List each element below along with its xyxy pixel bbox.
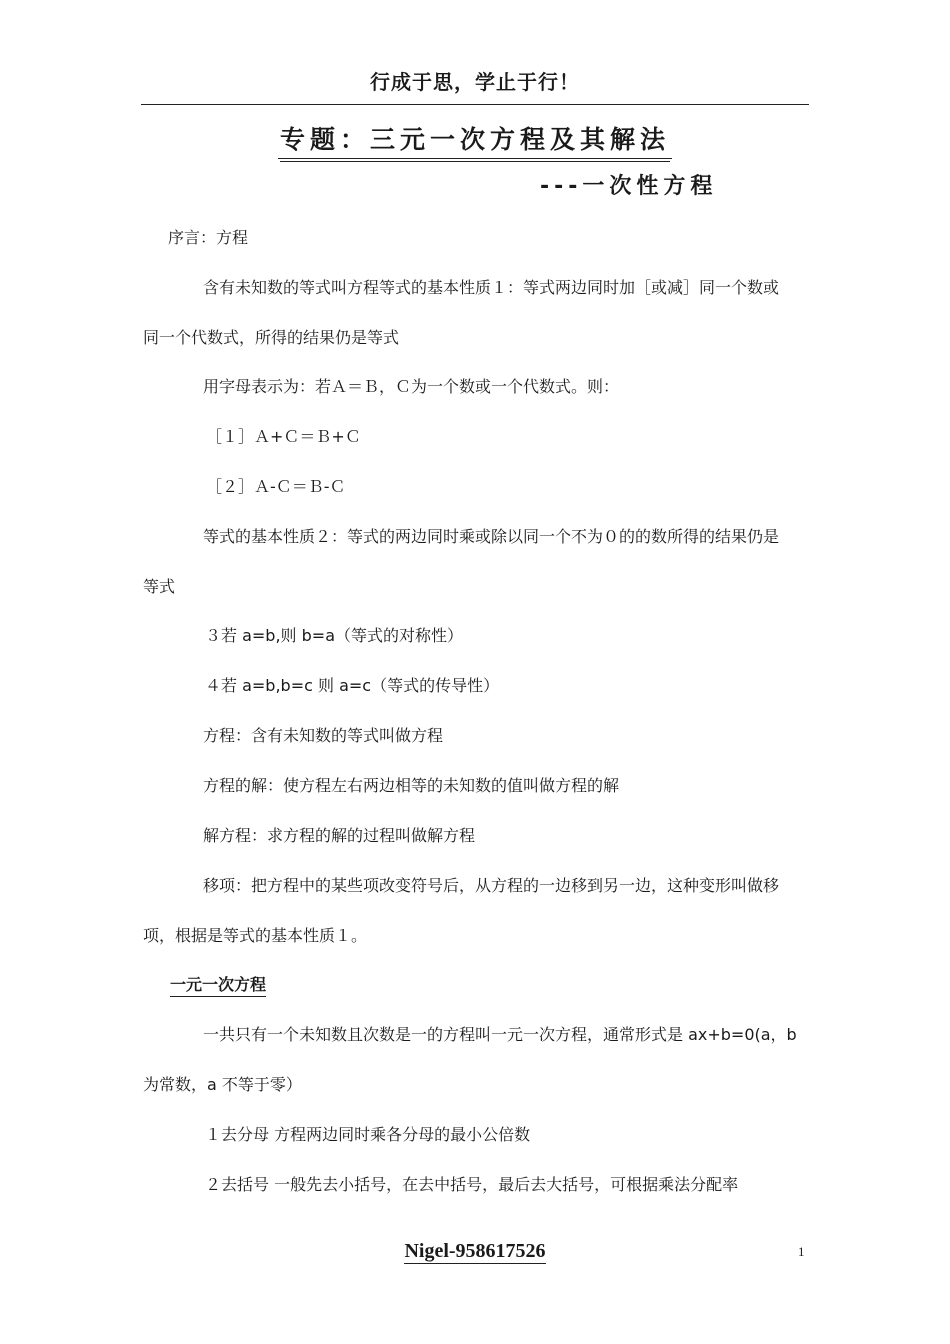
definition-solving: 解方程：求方程的解的过程叫做解方程 <box>203 826 476 845</box>
paragraph-property2-line2: 等式 <box>143 577 176 596</box>
equation-1: ［１］Ａ+Ｃ＝Ｂ+Ｃ <box>206 427 361 446</box>
step-remove-brackets: ２去括号 一般先去小括号，在去中括号，最后去大括号，可根据乘法分配率 <box>205 1175 739 1194</box>
paragraph-property1-line2: 同一个代数式，所得的结果仍是等式 <box>143 328 400 347</box>
header-motto: 行成于思，学止于行！ <box>370 70 580 94</box>
definition-solution: 方程的解：使方程左右两边相等的未知数的值叫做方程的解 <box>203 776 620 795</box>
paragraph-letter-notation: 用字母表示为：若Ａ＝Ｂ，Ｃ为一个数或一个代数式。则： <box>203 377 620 396</box>
footer-author-text: Nigel-958617526 <box>404 1240 546 1262</box>
paragraph-linear-line2: 为常数，a 不等于零） <box>143 1075 302 1094</box>
section-heading: 一元一次方程 <box>170 975 266 997</box>
paragraph-linear-line1: 一共只有一个未知数且次数是一的方程叫一元一次方程，通常形式是 ax+b=0(a，b <box>203 1025 797 1044</box>
step-remove-denominators: １去分母 方程两边同时乘各分母的最小公倍数 <box>205 1125 531 1144</box>
paragraph-property1-line1: 含有未知数的等式叫方程等式的基本性质１：等式两边同时加［或减］同一个数或 <box>203 278 780 297</box>
property-transitivity: ４若 a=b,b=c 则 a=c（等式的传导性） <box>205 676 500 695</box>
equation-2: ［２］Ａ-Ｃ＝Ｂ-Ｃ <box>206 477 346 496</box>
definition-equation: 方程：含有未知数的等式叫做方程 <box>203 726 444 745</box>
document-title-text: 专题：三元一次方程及其解法 <box>278 120 672 159</box>
paragraph-transposition-line2: 项，根据是等式的基本性质１。 <box>143 926 368 945</box>
document-subtitle: ---一次性方程 <box>540 174 718 199</box>
paragraph-property2-line1: 等式的基本性质２：等式的两边同时乘或除以同一个不为０的的数所得的结果仍是 <box>203 527 780 546</box>
preface-label: 序言：方程 <box>168 228 249 247</box>
document-title <box>0 120 950 159</box>
footer-author <box>0 1240 950 1263</box>
paragraph-transposition-line1: 移项：把方程中的某些项改变符号后，从方程的一边移到另一边，这种变形叫做移 <box>203 876 780 895</box>
property-symmetry: ３若 a=b,则 b=a（等式的对称性） <box>205 626 463 645</box>
header-divider <box>141 104 809 105</box>
page-number: 1 <box>798 1244 805 1259</box>
